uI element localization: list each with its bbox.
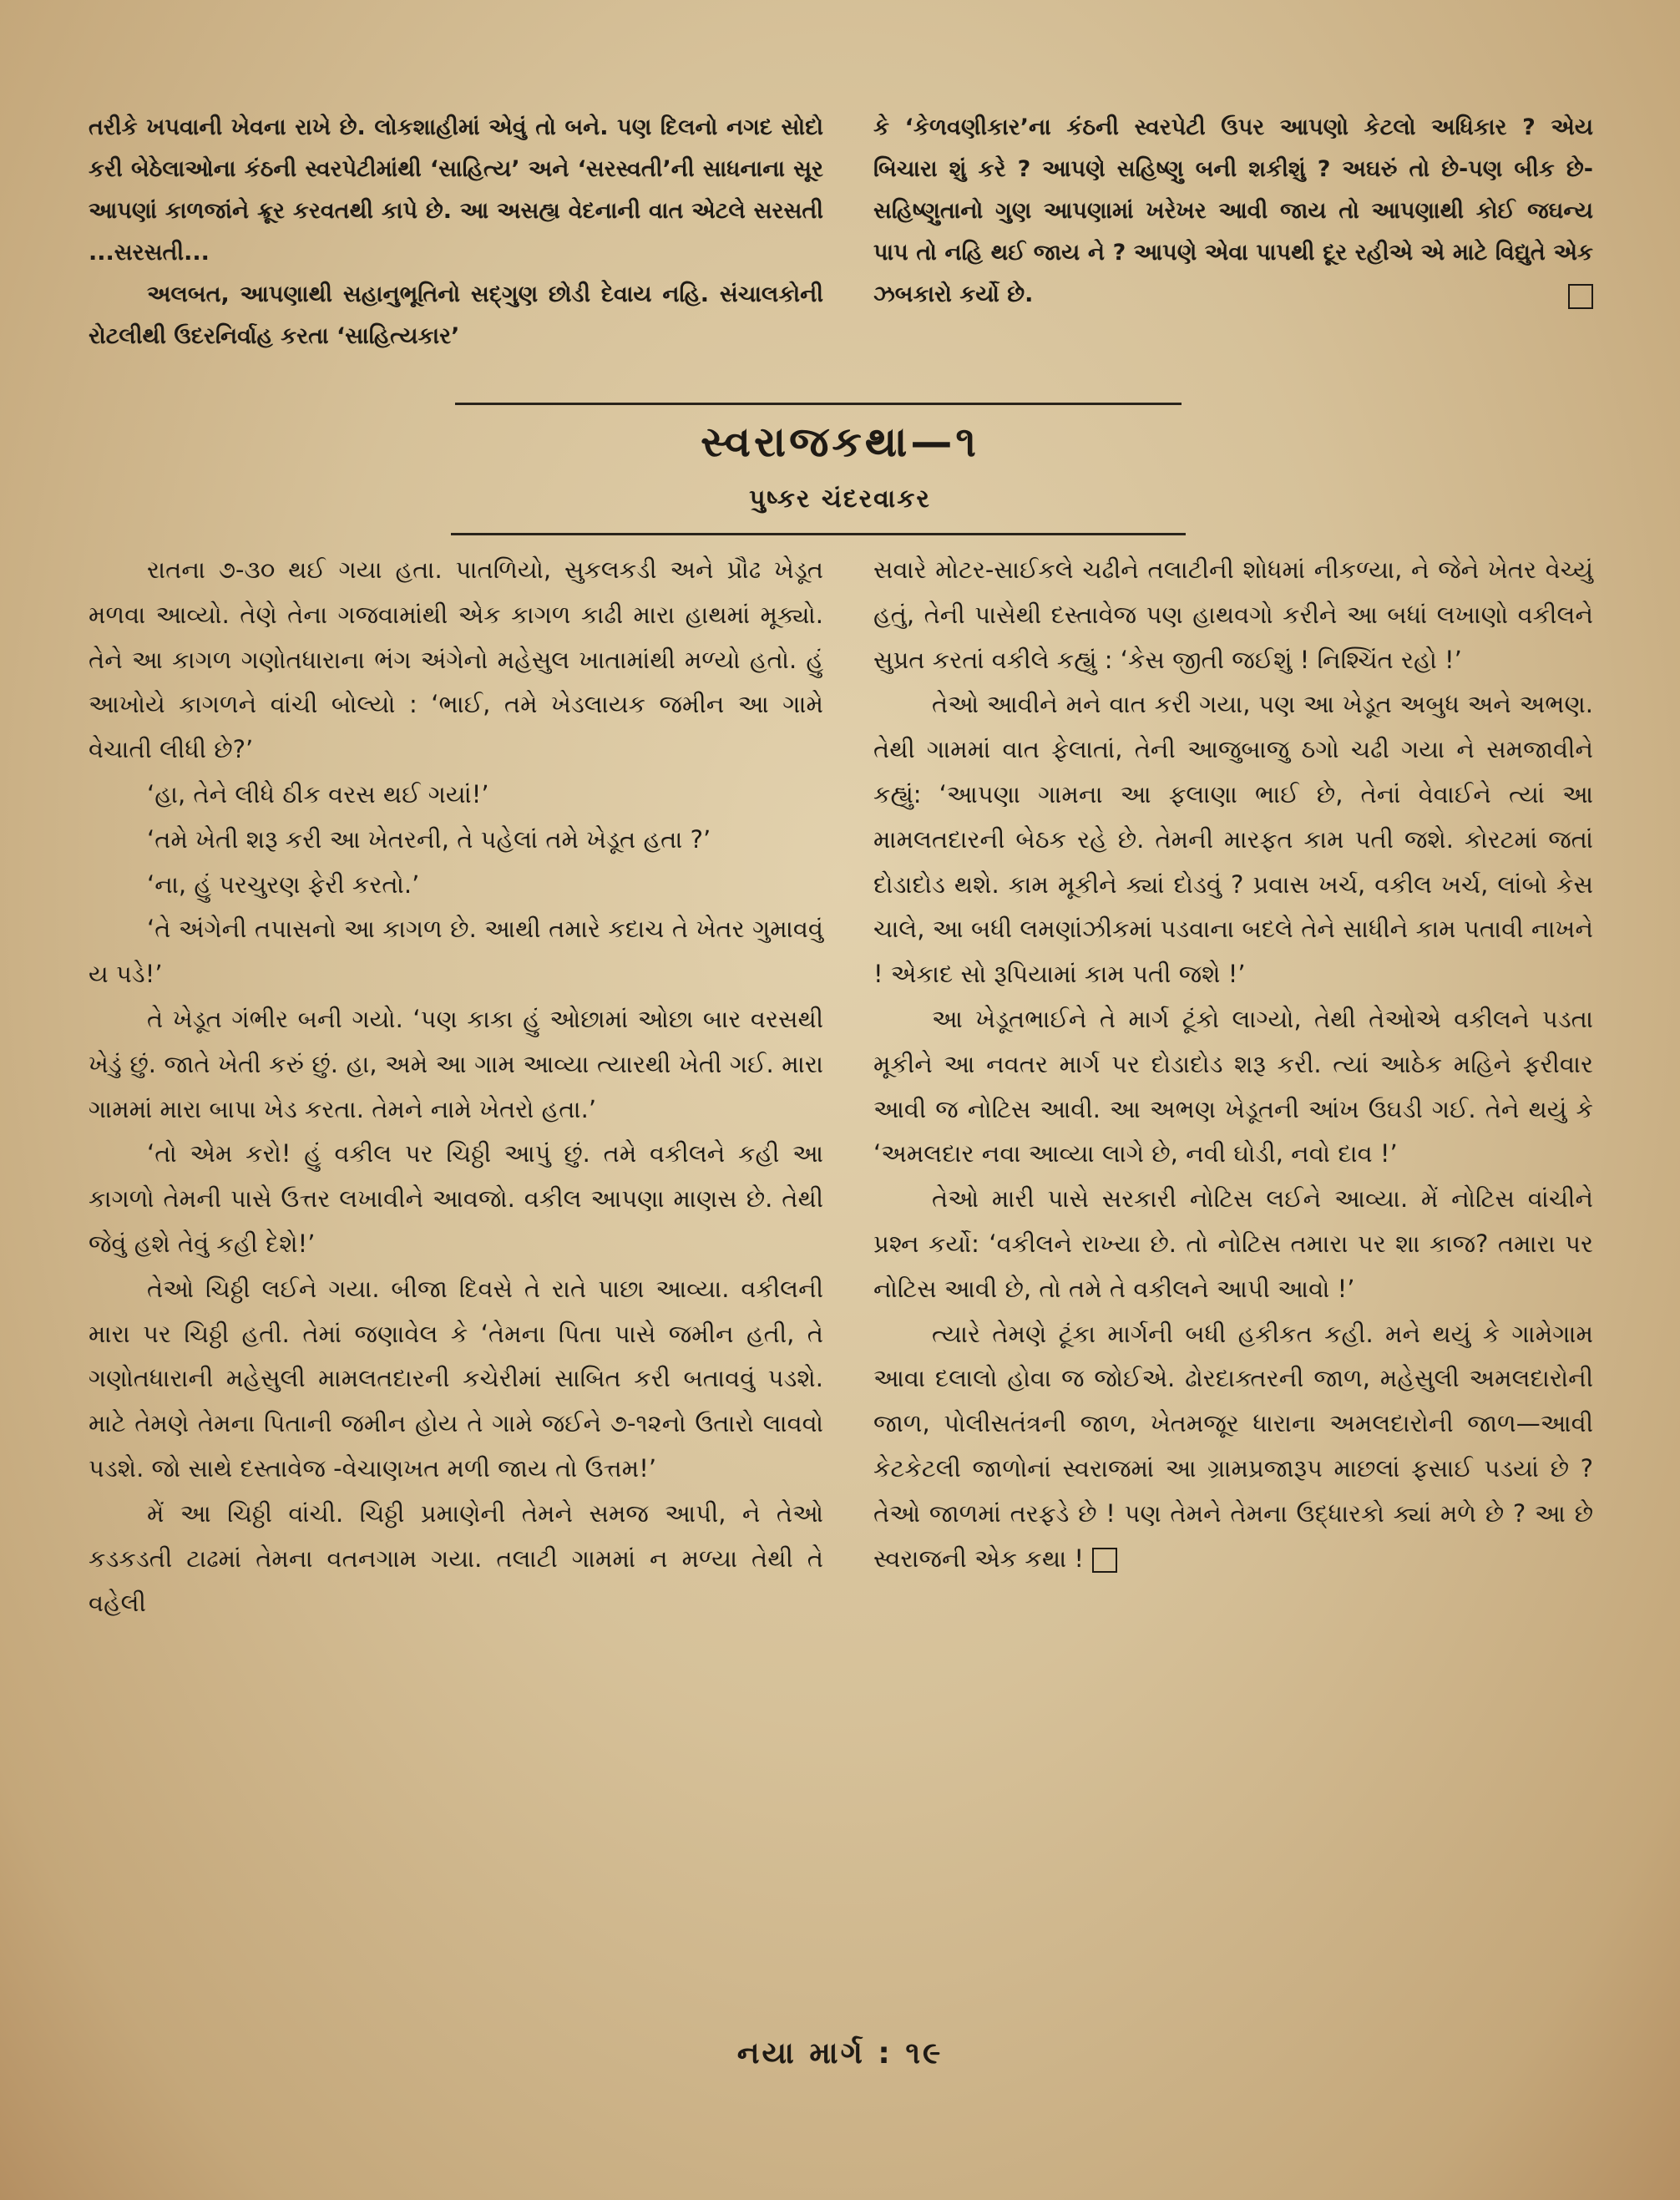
article-body-left	[89, 548, 823, 1626]
body-paragraph: ‘તો એમ કરો! હું વકીલ પર ચિઠ્ઠી આપું છું. તમે વકીલને કહી આ કાગળો તેમની પાસે ઉત્તર લખાવીને આવજો. વકીલ આપણા માણસ છે. તેથી જેવું હશે તેવું કહી દેશે!’	[89, 1139, 823, 1258]
body-paragraph: તેઓ ચિઠ્ઠી લઈને ગયા. બીજા દિવસે તે રાતે પાછા આવ્યા. વકીલની મારા પર ચિઠ્ઠી હતી. તેમાં જણાવેલ કે ‘તેમના પિતા પાસે જમીન હતી, તે ગણોતધારાની મહેસુલી મામલતદારની કચેરીમાં સાબિત કરી બતાવવું પડશે. માટે તેમણે તેમના પિતાની જમીન હોય તે ગામે જઈને ૭-૧૨નો ઉતારો લાવવો પડશે. જો સાથે દસ્તાવેજ -વેચાણખત મળી જાય તો ઉત્તમ!’	[89, 1274, 823, 1483]
body-paragraph: ‘હા, તેને લીધે ઠીક વરસ થઈ ગયાં!’	[147, 779, 489, 809]
body-paragraph: આ ખેડૂતભાઈને તે માર્ગ ટૂંકો લાગ્યો, તેથી તેઓએ વકીલને પડતા મૂકીને આ નવતર માર્ગ પર દોડાદોડ શરૂ કરી. ત્યાં આઠેક મહિને ફરીવાર આવી જ નોટિસ આવી. આ અભણ ખેડૂતની આંખ ઉઘડી ગઈ. તેને થયું કે ‘અમલદાર નવા આવ્યા લાગે છે, નવી ઘોડી, નવો દાવ !’	[873, 1004, 1593, 1168]
top-right-text: કે ‘કેળવણીકાર’ના કંઠની સ્વરપેટી ઉપર આપણો કેટલો અધિકાર ? એય બિચારા શું કરે ? આપણે સહિષ્ણુ બની શકીશું ? અઘરું તો છે-પણ બીક છે-સહિષ્ણુતાનો ગુણ આપણામાં ખરેખર આવી જાય તો આપણાથી કોઈ જઘન્ય પાપ તો નહિ થઈ જાય ને ? આપણે એવા પાપથી દૂર રહીએ એ માટે વિદ્યુતે એક ઝબકારો કર્યો છે.	[873, 114, 1593, 307]
body-paragraph: ‘ના, હું પરચુરણ ફેરી કરતો.’	[147, 869, 420, 899]
article-title: સ્વરાજકથા—૧	[701, 418, 979, 466]
top-left-column	[89, 107, 823, 357]
body-paragraph: ‘તે અંગેની તપાસનો આ કાગળ છે. આથી તમારે કદાચ તે ખેતર ગુમાવવું ય પડે!’	[89, 915, 823, 989]
body-paragraph: તેઓ આવીને મને વાત કરી ગયા, પણ આ ખેડૂત અબુધ અને અભણ. તેથી ગામમાં વાત ફેલાતાં, તેની આજુબાજુ ઠગો ચઢી ગયા ને સમજાવીને કહ્યું: ‘આપણા ગામના આ ફલાણા ભાઈ છે, તેનાં વેવાઈને ત્યાં આ મામલતદારની બેઠક રહે છે. તેમની મારફત કામ પતી જશે. કોરટમાં જતાં દોડાદોડ થશે. કામ મૂકીને ક્યાં દોડવું ? પ્રવાસ ખર્ચ, વકીલ ખર્ચ, લાંબો કેસ ચાલે, આ બધી લમણાંઝીકમાં પડવાના બદલે તેને સાધીને કામ પતાવી નાખને ! એકાદ સો રૂપિયામાં કામ પતી જશે !’	[873, 690, 1593, 989]
article-author: પુષ્કર ચંદરવાકર	[749, 484, 931, 514]
end-mark-icon	[1092, 1548, 1117, 1573]
body-paragraph: ‘તમે ખેતી શરૂ કરી આ ખેતરની, તે પહેલાં તમે ખેડૂત હતા ?’	[147, 824, 711, 854]
body-paragraph: રાતના ૭-૩૦ થઈ ગયા હતા. પાતળિયો, સુકલકડી અને પ્રૌઢ ખેડૂત મળવા આવ્યો. તેણે તેના ગજવામાંથી એક કાગળ કાઢી મારા હાથમાં મૂક્યો. તેને આ કાગળ ગણોતધારાના ભંગ અંગેનો મહેસુલ ખાતામાંથી મળ્યો હતો. હું આખોયે કાગળને વાંચી બોલ્યો : ‘ભાઈ, તમે ખેડલાયક જમીન આ ગામે વેચાતી લીધી છે?’	[89, 555, 823, 764]
top-left-paragraph-1: તરીકે ખપવાની ખેવના રાખે છે. લોકશાહીમાં એવું તો બને. પણ દિલનો નગદ સોદો કરી બેઠેલાઓના કંઠની સ્વરપેટીમાંથી ‘સાહિત્ય’ અને ‘સરસ્વતી’ની સાધનાના સૂર આપણાં કાળજાંને ક્રૂર કરવતથી કાપે છે. આ અસહ્ય વેદનાની વાત એટલે સરસતી ...સરસતી...	[89, 114, 823, 266]
author-underline	[451, 533, 1186, 535]
body-paragraph: તે ખેડૂત ગંભીર બની ગયો. ‘પણ કાકા હું ઓછામાં ઓછા બાર વરસથી ખેડું છું. જાતે ખેતી કરું છું. હા, અમે આ ગામ આવ્યા ત્યારથી ખેતી ગઈ. મારા ગામમાં મારા બાપા ખેડ કરતા. તેમને નામે ખેતરો હતા.’	[89, 1004, 823, 1123]
section-divider	[455, 403, 1182, 405]
body-paragraph: મેં આ ચિઠ્ઠી વાંચી. ચિઠ્ઠી પ્રમાણેની તેમને સમજ આપી, ને તેઓ કડકડતી ટાઢમાં તેમના વતનગામ ગયા. તલાટી ગામમાં ન મળ્યા તેથી તે વહેલી	[89, 1498, 823, 1618]
top-left-paragraph-2: અલબત, આપણાથી સહાનુભૂતિનો સદ્ગુણ છોડી દેવાય નહિ. સંચાલકોની રોટલીથી ઉદરનિર્વાહ કરતા ‘સાહિત્યકાર’	[89, 281, 823, 349]
body-paragraph: તેઓ મારી પાસે સરકારી નોટિસ લઈને આવ્યા. મેં નોટિસ વાંચીને પ્રશ્ન કર્યો: ‘વકીલને રાખ્યા છે. તો નોટિસ તમારા પર શા કાજ? તમારા પર નોટિસ આવી છે, તો તમે તે વકીલને આપી આવો !’	[873, 1184, 1593, 1303]
end-mark-icon	[1568, 284, 1593, 309]
article-body-right	[873, 548, 1593, 1581]
top-right-paragraph-1	[873, 107, 1593, 316]
body-paragraph-last	[873, 1312, 1593, 1582]
last-paragraph-text: ત્યારે તેમણે ટૂંકા માર્ગની બધી હકીકત કહી. મને થયું કે ગામેગામ આવા દલાલો હોવા જ જોઈએ. ઢોરદાક્તરની જાળ, મહેસુલી અમલદારોની જાળ, પોલીસતંત્રની જાળ, ખેતમજૂર ધારાના અમલદારોની જાળ—આવી કેટકેટલી જાળોનાં સ્વરાજમાં આ ગ્રામપ્રજારૂપ માછલાં ફસાઈ પડયાં છે ? તેઓ જાળમાં તરફડે છે ! પણ તેમને તેમના ઉદ્ધારકો ક્યાં મળે છે ? આ છે સ્વરાજની એક કથા !	[873, 1319, 1593, 1573]
top-right-column	[873, 107, 1593, 316]
body-paragraph: સવારે મોટર-સાઈકલે ચઢીને તલાટીની શોધમાં નીકળ્યા, ને જેને ખેતર વેચ્યું હતું, તેની પાસેથી દસ્તાવેજ પણ હાથવગો કરીને આ બધાં લખાણો વકીલને સુપ્રત કરતાં વકીલે કહ્યું : ‘કેસ જીતી જઈશું ! નિશ્ચિંત રહો !’	[873, 555, 1593, 674]
page-footer: નયા માર્ગ : ૧૯	[736, 2036, 944, 2071]
